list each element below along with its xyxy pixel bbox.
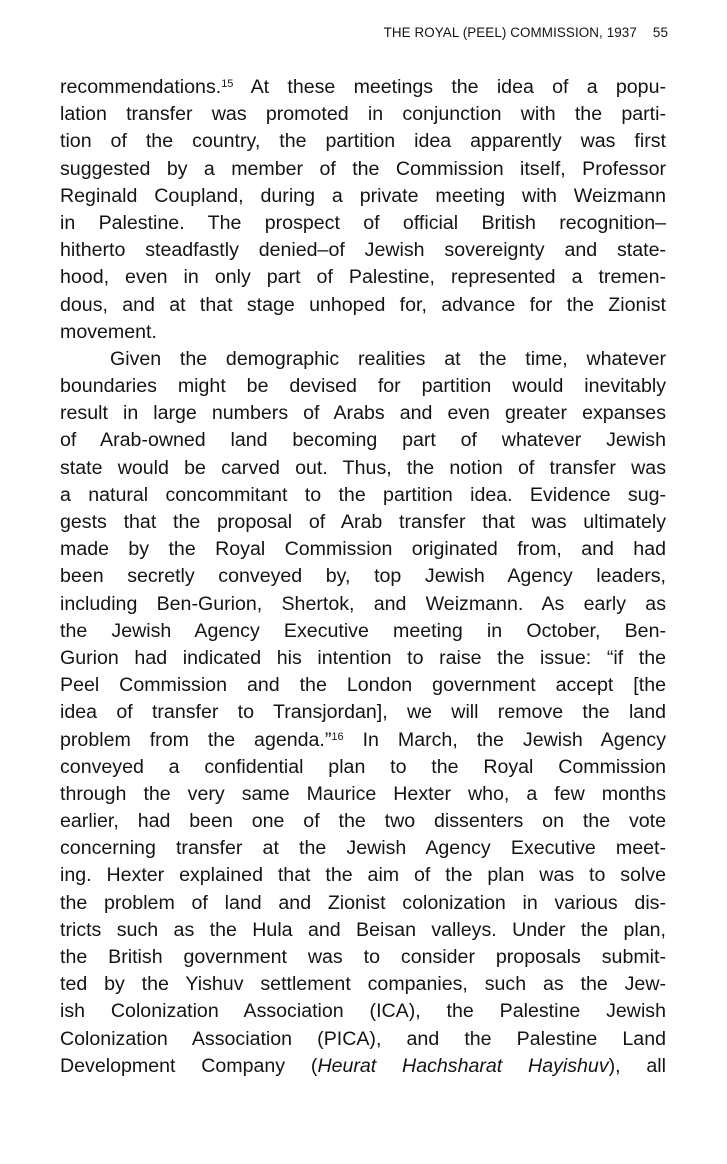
text-line: [60, 536, 666, 563]
text-line: [60, 944, 666, 971]
text-line: [60, 835, 666, 862]
text-run: lation transfer was promoted in conjunction with the parti-: [60, 103, 666, 126]
text-run: problem from the agenda.”: [60, 728, 332, 751]
text-run: tricts such as the Hula and Beisan valleys. Under the plan,: [60, 918, 666, 941]
text-line: [60, 618, 666, 645]
text-line: [60, 509, 666, 536]
text-line: [60, 292, 666, 319]
text-line: [60, 264, 666, 291]
text-run: the problem of land and Zionist colonization in various dis-: [60, 891, 666, 914]
text-run: suggested by a member of the Commission itself, Professor: [60, 157, 666, 180]
text-run: earlier, had been one of the two dissenters on the vote: [60, 810, 666, 833]
paragraph: [60, 74, 666, 346]
text-line: [60, 781, 666, 808]
text-line: [60, 346, 666, 373]
text-line: [60, 808, 666, 835]
text-run: recommendations.: [60, 76, 222, 98]
text-run: including Ben-Gurion, Shertok, and Weizmann. As early as: [60, 592, 666, 615]
text-run: concerning transfer at the Jewish Agency Executive meet-: [60, 837, 666, 860]
text-line: [60, 917, 666, 944]
text-run: Reginald Coupland, during a private meeting with Weizmann: [60, 184, 666, 207]
text-line: [60, 373, 666, 400]
footnote-marker: 16: [331, 730, 344, 743]
text-run: dous, and at that stage unhoped for, advance for the Zionist: [60, 293, 666, 316]
text-line: [60, 455, 666, 482]
text-line: [60, 482, 666, 509]
running-title: THE ROYAL (PEEL) COMMISSION, 1937: [383, 25, 637, 40]
text-run: the Jewish Agency Executive meeting in October, Ben-: [60, 619, 666, 642]
text-run: movement.: [60, 320, 157, 343]
text-run: ish Colonization Association (ICA), the Palestine Jewish: [60, 1000, 666, 1023]
text-line: [60, 971, 666, 998]
text-line: [60, 319, 666, 346]
text-line: [60, 754, 666, 781]
text-line: [60, 998, 666, 1025]
text-run: conveyed a confidential plan to the Royal Commission: [60, 755, 666, 778]
text-run: in Palestine. The prospect of official British recognition–: [60, 211, 666, 234]
text-run: ), all: [608, 1054, 666, 1077]
text-run: the British government was to consider proposals submit-: [60, 946, 666, 968]
text-run: been secretly conveyed by, top Jewish Agency leaders,: [60, 565, 666, 588]
text-run: made by the Royal Commission originated from, and had: [60, 538, 666, 561]
text-run: hood, even in only part of Palestine, represented a tremen-: [60, 266, 666, 289]
text-line: [60, 183, 666, 210]
text-run: through the very same Maurice Hexter who, a few months: [60, 782, 666, 805]
text-line: [60, 210, 666, 237]
text-line: [60, 1053, 666, 1080]
text-line: [60, 128, 666, 155]
footnote-marker: 15: [221, 78, 234, 90]
page-number: 55: [652, 25, 668, 40]
text-line: [60, 645, 666, 672]
text-run: of Arab-owned land becoming part of whatever Jewish: [60, 429, 666, 452]
text-run: tion of the country, the partition idea apparently was first: [60, 130, 666, 153]
text-run: result in large numbers of Arabs and even greater expanses: [60, 402, 666, 425]
text-run: Peel Commission and the London government accept [the: [60, 674, 666, 697]
text-line: [60, 101, 666, 128]
text-line: [60, 400, 666, 427]
text-run: hitherto steadfastly denied–of Jewish sovereignty and state-: [60, 239, 666, 262]
text-line: [60, 890, 666, 917]
text-run: At these meetings the idea of a popu-: [233, 76, 666, 98]
text-run: Colonization Association (PICA), and the Palestine Land: [60, 1027, 666, 1050]
text-line: [60, 862, 666, 889]
text-run: ing. Hexter explained that the aim of the plan was to solve: [60, 864, 666, 887]
body-text: [60, 74, 666, 1080]
text-run: boundaries might be devised for partition would inevitably: [60, 375, 666, 398]
text-line: [60, 237, 666, 264]
text-run: a natural concommitant to the partition idea. Evidence sug-: [60, 483, 666, 506]
text-run: idea of transfer to Transjordan], we will remove the land: [60, 701, 666, 724]
text-run: Given the demographic realities at the time, whatever: [110, 347, 666, 370]
text-line: [60, 1026, 666, 1053]
paragraph: [60, 346, 666, 1080]
text-line: [60, 156, 666, 183]
text-line: [60, 427, 666, 454]
running-header: [384, 25, 668, 40]
text-line: [60, 591, 666, 618]
text-line: [60, 672, 666, 699]
text-run: state would be carved out. Thus, the notion of transfer was: [60, 456, 666, 479]
text-line: [60, 74, 666, 101]
text-line: [60, 727, 666, 754]
text-run: ted by the Yishuv settlement companies, such as the Jew-: [60, 973, 666, 996]
text-run: gests that the proposal of Arab transfer that was ultimately: [60, 511, 666, 533]
text-run: In March, the Jewish Agency: [343, 728, 666, 751]
text-line: [60, 699, 666, 726]
text-line: [60, 563, 666, 590]
text-run: Development Company (: [60, 1054, 318, 1077]
text-run: Gurion had indicated his intention to raise the issue: “if the: [60, 646, 666, 669]
italic-text: Heurat Hachsharat Hayishuv: [317, 1054, 609, 1077]
